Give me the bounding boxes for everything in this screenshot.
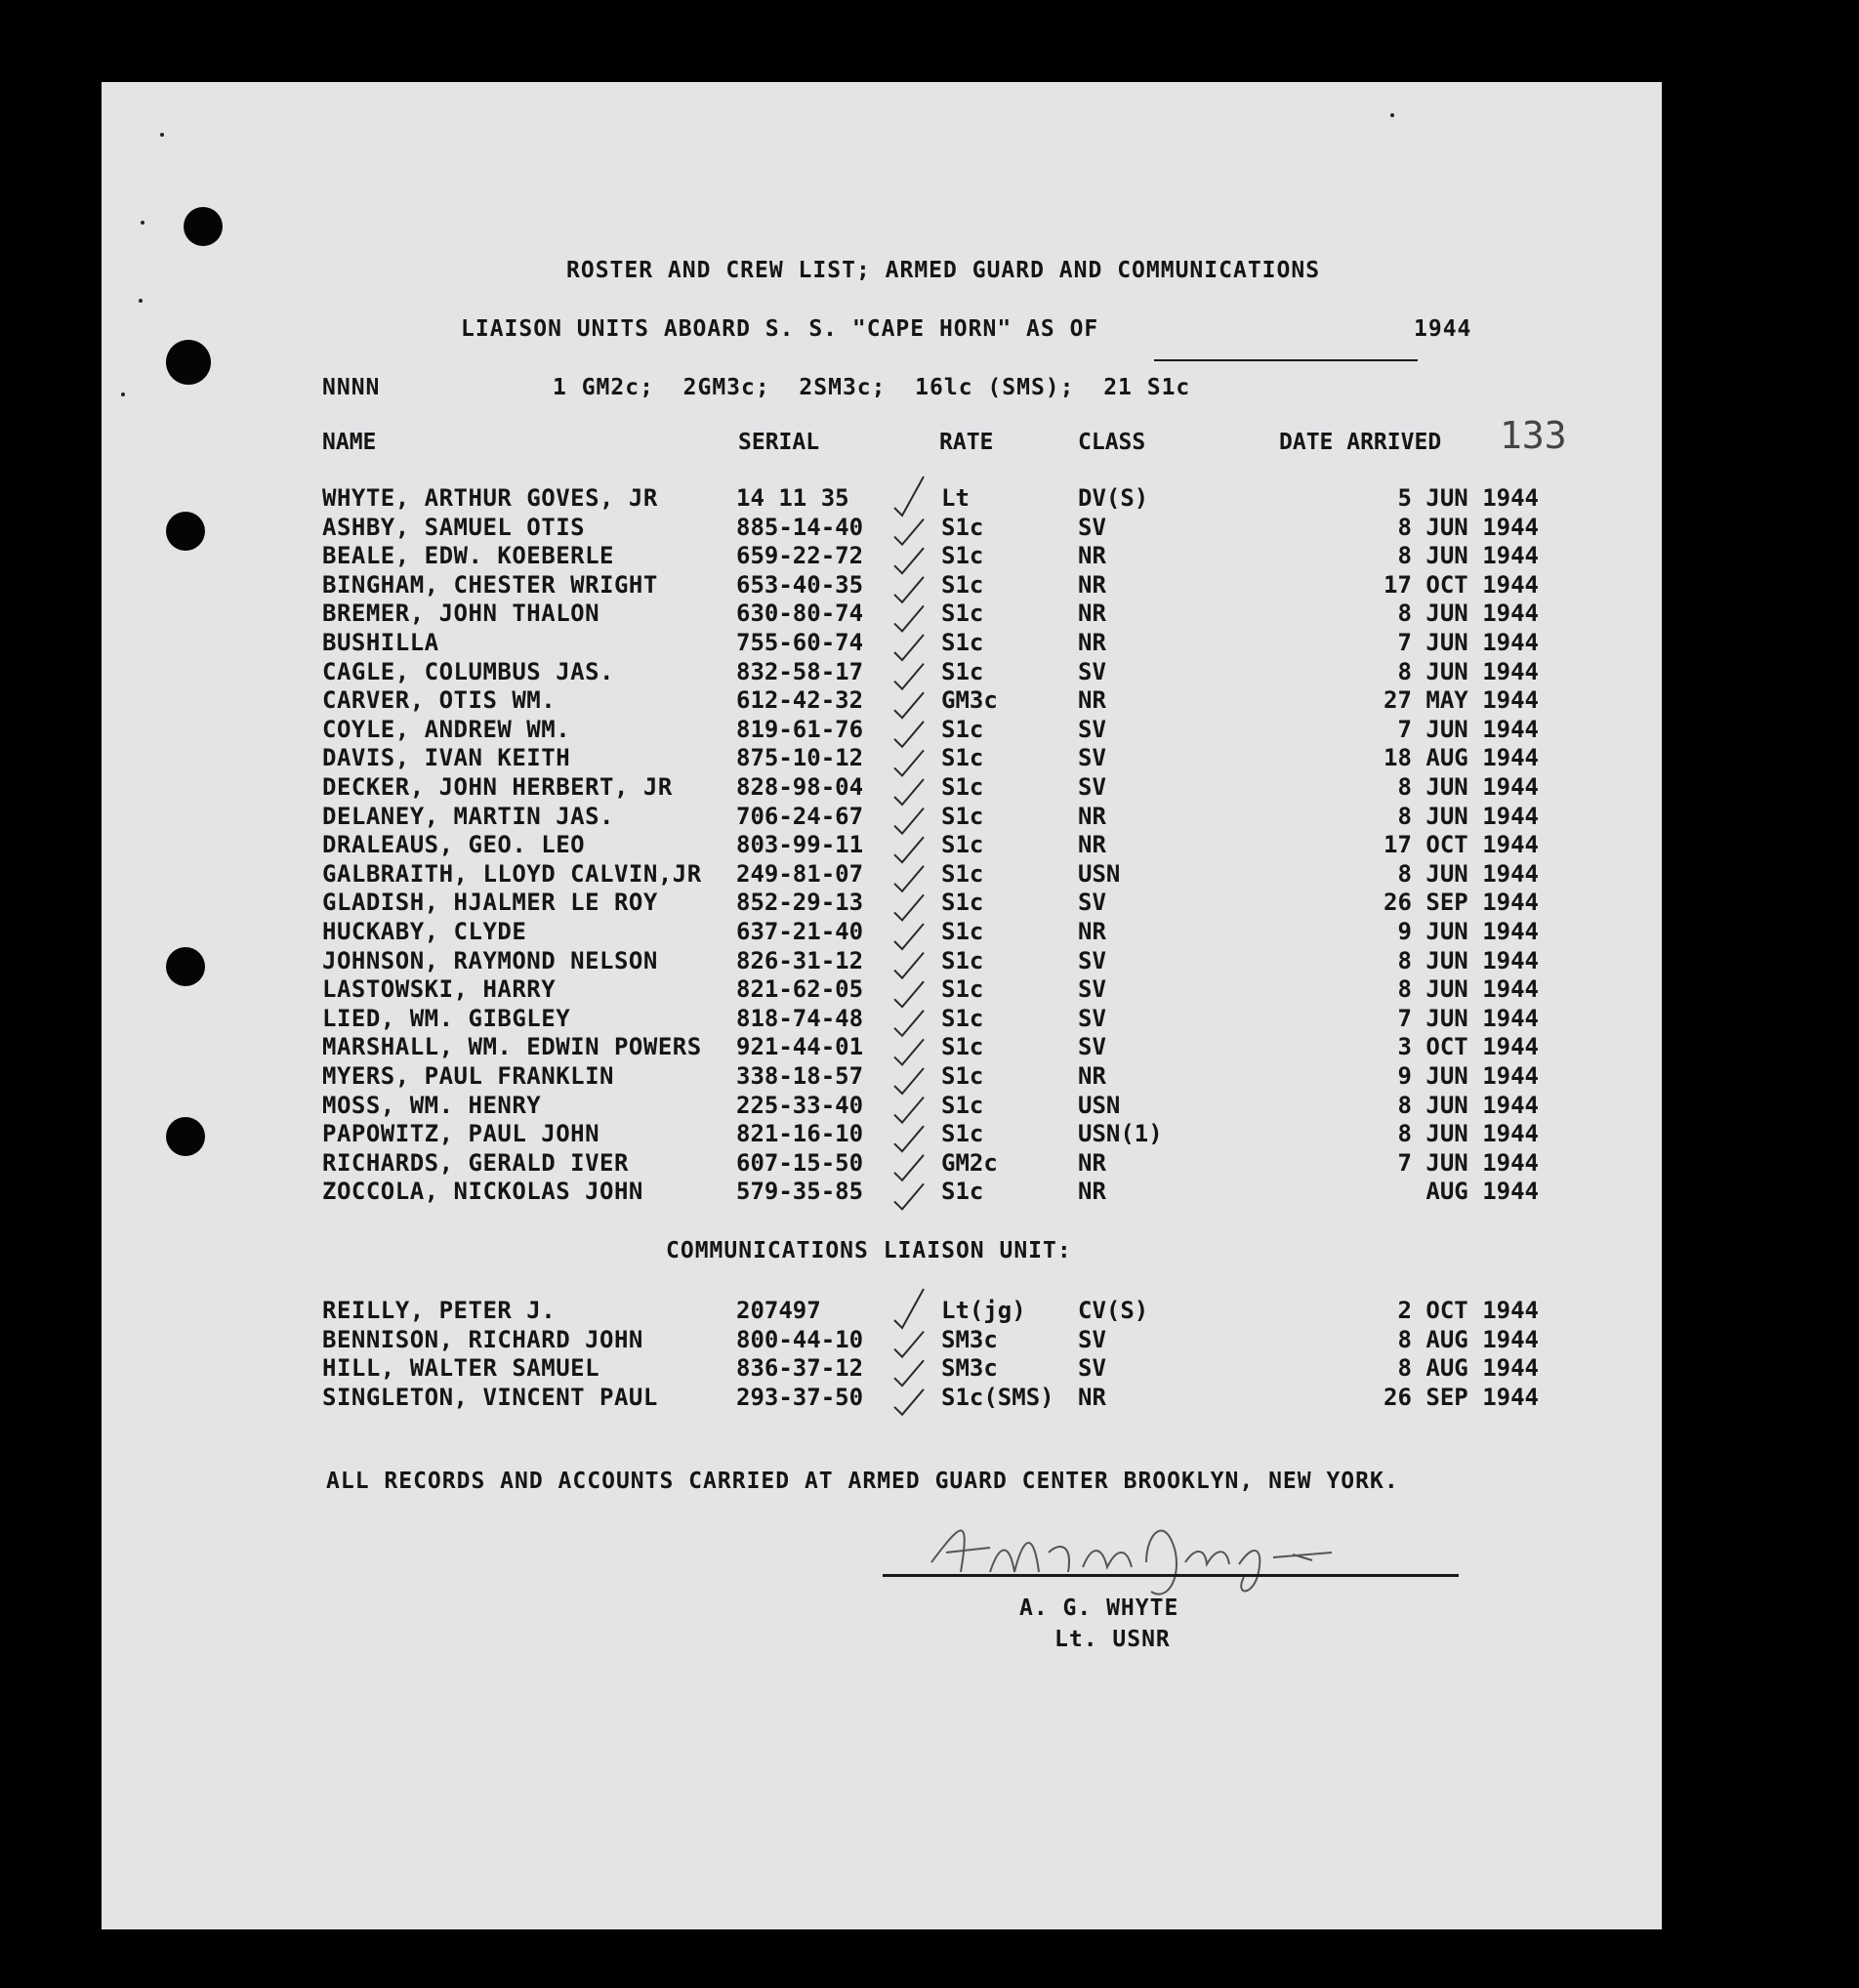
column-header-date: DATE ARRIVED <box>1279 430 1442 455</box>
check-mark <box>894 1155 924 1180</box>
cell-date: 8 JUN 1944 <box>1397 773 1539 801</box>
cell-serial: 921-44-01 <box>736 1033 864 1061</box>
cell-name: SINGLETON, VINCENT PAUL <box>322 1383 658 1411</box>
cell-rate: S1c <box>941 802 984 830</box>
cell-rate: S1c <box>941 570 984 599</box>
cell-class: SV <box>1078 1354 1106 1383</box>
check-mark <box>894 722 924 747</box>
subtitle-year: 1944 <box>1414 316 1472 342</box>
cell-date: 8 JUN 1944 <box>1397 542 1539 570</box>
cell-serial: 207497 <box>736 1297 821 1324</box>
cell-rate: Lt <box>941 484 970 512</box>
page-number: 133 <box>1500 414 1567 457</box>
cell-class: SV <box>1078 946 1106 974</box>
cell-serial: 612-42-32 <box>736 686 864 715</box>
cell-name: ZOCCOLA, NICKOLAS JOHN <box>322 1178 643 1206</box>
cell-rate: S1c <box>941 600 984 628</box>
cell-serial: 607-15-50 <box>736 1148 864 1177</box>
cell-name: DRALEAUS, GEO. LEO <box>322 831 586 859</box>
cell-name: DECKER, JOHN HERBERT, JR <box>322 773 673 801</box>
cell-serial: 800-44-10 <box>736 1325 864 1353</box>
cell-serial: 249-81-07 <box>736 859 864 888</box>
check-mark <box>894 981 924 1007</box>
cell-rate: S1c <box>941 773 984 801</box>
signer-name: A. G. WHYTE <box>1019 1595 1179 1621</box>
cell-name: MARSHALL, WM. EDWIN POWERS <box>322 1033 702 1061</box>
check-mark <box>894 1098 924 1123</box>
cell-name: BUSHILLA <box>322 629 439 656</box>
cell-class: SV <box>1078 975 1106 1004</box>
cell-class: NR <box>1078 629 1106 656</box>
cell-serial: 225-33-40 <box>736 1091 864 1119</box>
column-header-serial: SERIAL <box>738 430 820 455</box>
cell-date: 9 JUN 1944 <box>1397 1062 1539 1090</box>
cell-class: NR <box>1078 542 1106 570</box>
cell-date: 8 JUN 1944 <box>1397 975 1539 1004</box>
cell-class: DV(S) <box>1078 484 1149 512</box>
cell-class: SV <box>1078 513 1106 541</box>
cell-name: BREMER, JOHN THALON <box>322 600 600 628</box>
comms-heading: COMMUNICATIONS LIAISON UNIT: <box>666 1238 1072 1263</box>
check-mark <box>894 605 924 631</box>
cell-name: ASHBY, SAMUEL OTIS <box>322 513 586 541</box>
cell-class: SV <box>1078 1033 1106 1061</box>
cell-date: 18 AUG 1944 <box>1384 744 1539 772</box>
cell-serial: 875-10-12 <box>736 744 864 772</box>
cell-serial: 653-40-35 <box>736 570 864 599</box>
check-mark <box>894 577 924 602</box>
check-mark <box>894 1039 924 1064</box>
cell-date: 7 JUN 1944 <box>1397 1148 1539 1177</box>
complement-label: NNNN <box>322 375 381 400</box>
cell-name: COYLE, ANDREW WM. <box>322 715 571 743</box>
cell-class: USN <box>1078 1091 1121 1119</box>
cell-rate: S1c <box>941 1178 984 1206</box>
cell-date: 27 MAY 1944 <box>1384 686 1539 715</box>
check-mark <box>894 1332 924 1357</box>
check-mark <box>894 1068 924 1094</box>
cell-serial: 826-31-12 <box>736 946 864 974</box>
cell-name: MOSS, WM. HENRY <box>322 1091 542 1119</box>
cell-date: 8 AUG 1944 <box>1397 1354 1539 1383</box>
check-mark <box>894 1126 924 1151</box>
page-subtitle: LIAISON UNITS ABOARD S. S. "CAPE HORN" AS OF <box>461 316 1099 342</box>
check-mark <box>894 635 924 660</box>
cell-rate: S1c <box>941 1062 984 1090</box>
cell-serial: 14 11 35 <box>736 484 849 512</box>
cell-class: NR <box>1078 802 1106 830</box>
cell-rate: S1c(SMS) <box>941 1383 1054 1411</box>
cell-name: WHYTE, ARTHUR GOVES, JR <box>322 484 658 512</box>
cell-name: CARVER, OTIS WM. <box>322 686 557 715</box>
cell-date: AUG 1944 <box>1425 1178 1539 1206</box>
cell-name: DAVIS, IVAN KEITH <box>322 744 571 772</box>
cell-date: 26 SEP 1944 <box>1384 1383 1539 1411</box>
cell-date: 8 JUN 1944 <box>1397 859 1539 888</box>
check-mark <box>894 1289 924 1328</box>
check-mark <box>894 1183 924 1209</box>
cell-name: GALBRAITH, LLOYD CALVIN,JR <box>322 859 702 888</box>
check-mark <box>894 1011 924 1036</box>
cell-serial: 819-61-76 <box>736 715 864 743</box>
cell-class: SV <box>1078 1004 1106 1032</box>
complement-text: 1 GM2c; 2GM3c; 2SM3c; 16lc (SMS); 21 S1c <box>553 375 1191 400</box>
document-page <box>102 82 1662 1929</box>
cell-date: 8 JUN 1944 <box>1397 600 1539 628</box>
cell-rate: Lt(jg) <box>941 1297 1026 1324</box>
cell-class: SV <box>1078 657 1106 685</box>
check-mark <box>894 750 924 775</box>
page-title: ROSTER AND CREW LIST; ARMED GUARD AND COMMUNICATIONS <box>566 258 1321 283</box>
cell-name: GLADISH, HJALMER LE ROY <box>322 889 658 917</box>
cell-class: SV <box>1078 1325 1106 1353</box>
cell-serial: 852-29-13 <box>736 889 864 917</box>
cell-serial: 293-37-50 <box>736 1383 864 1411</box>
column-header-name: NAME <box>322 430 377 455</box>
cell-class: SV <box>1078 889 1106 917</box>
cell-class: NR <box>1078 831 1106 859</box>
cell-class: CV(S) <box>1078 1297 1149 1324</box>
cell-serial: 630-80-74 <box>736 600 864 628</box>
cell-name: REILLY, PETER J. <box>322 1297 557 1324</box>
cell-date: 2 OCT 1944 <box>1397 1297 1539 1324</box>
cell-class: NR <box>1078 600 1106 628</box>
cell-serial: 828-98-04 <box>736 773 864 801</box>
cell-class: NR <box>1078 1062 1106 1090</box>
column-header-rate: RATE <box>939 430 994 455</box>
cell-date: 17 OCT 1944 <box>1384 570 1539 599</box>
cell-rate: S1c <box>941 1004 984 1032</box>
cell-serial: 885-14-40 <box>736 513 864 541</box>
cell-class: NR <box>1078 918 1106 945</box>
cell-date: 17 OCT 1944 <box>1384 831 1539 859</box>
cell-class: USN <box>1078 859 1121 888</box>
cell-name: LIED, WM. GIBGLEY <box>322 1004 571 1032</box>
check-mark <box>894 519 924 545</box>
cell-rate: S1c <box>941 918 984 945</box>
cell-date: 8 AUG 1944 <box>1397 1325 1539 1353</box>
cell-serial: 659-22-72 <box>736 542 864 570</box>
cell-date: 8 JUN 1944 <box>1397 946 1539 974</box>
cell-rate: S1c <box>941 657 984 685</box>
cell-rate: GM3c <box>941 686 998 715</box>
cell-date: 26 SEP 1944 <box>1384 889 1539 917</box>
check-mark <box>894 476 924 516</box>
cell-serial: 818-74-48 <box>736 1004 864 1032</box>
cell-name: JOHNSON, RAYMOND NELSON <box>322 946 658 974</box>
signer-rank: Lt. USNR <box>1054 1627 1171 1652</box>
cell-name: BEALE, EDW. KOEBERLE <box>322 542 614 570</box>
check-marks <box>102 82 1662 1929</box>
cell-rate: S1c <box>941 1120 984 1148</box>
cell-date: 5 JUN 1944 <box>1397 484 1539 512</box>
cell-serial: 821-16-10 <box>736 1120 864 1148</box>
column-header-class: CLASS <box>1078 430 1146 455</box>
check-mark <box>894 924 924 949</box>
check-mark <box>894 837 924 862</box>
cell-rate: S1c <box>941 889 984 917</box>
cell-class: NR <box>1078 1383 1106 1411</box>
cell-rate: S1c <box>941 1091 984 1119</box>
check-mark <box>894 1389 924 1415</box>
cell-class: NR <box>1078 1148 1106 1177</box>
cell-name: BINGHAM, CHESTER WRIGHT <box>322 570 658 599</box>
cell-name: BENNISON, RICHARD JOHN <box>322 1325 643 1353</box>
cell-name: HUCKABY, CLYDE <box>322 918 527 945</box>
cell-serial: 803-99-11 <box>736 831 864 859</box>
cell-rate: S1c <box>941 513 984 541</box>
cell-class: SV <box>1078 773 1106 801</box>
check-mark <box>894 1360 924 1386</box>
cell-class: USN(1) <box>1078 1120 1163 1148</box>
cell-name: CAGLE, COLUMBUS JAS. <box>322 657 614 685</box>
cell-class: SV <box>1078 744 1106 772</box>
cell-date: 7 JUN 1944 <box>1397 1004 1539 1032</box>
cell-serial: 637-21-40 <box>736 918 864 945</box>
check-mark <box>894 894 924 920</box>
cell-name: RICHARDS, GERALD IVER <box>322 1148 629 1177</box>
cell-rate: S1c <box>941 859 984 888</box>
cell-class: NR <box>1078 686 1106 715</box>
cell-name: PAPOWITZ, PAUL JOHN <box>322 1120 600 1148</box>
records-note: ALL RECORDS AND ACCOUNTS CARRIED AT ARMED GUARD CENTER BROOKLYN, NEW YORK. <box>326 1469 1399 1494</box>
cell-rate: GM2c <box>941 1148 998 1177</box>
cell-date: 8 JUN 1944 <box>1397 513 1539 541</box>
cell-date: 8 JUN 1944 <box>1397 1091 1539 1119</box>
cell-rate: SM3c <box>941 1325 998 1353</box>
cell-class: NR <box>1078 570 1106 599</box>
check-mark <box>894 953 924 978</box>
check-mark <box>894 548 924 573</box>
cell-rate: SM3c <box>941 1354 998 1383</box>
cell-rate: S1c <box>941 946 984 974</box>
cell-rate: S1c <box>941 744 984 772</box>
cell-class: NR <box>1078 1178 1106 1206</box>
cell-serial: 338-18-57 <box>736 1062 864 1090</box>
cell-date: 7 JUN 1944 <box>1397 629 1539 656</box>
cell-rate: S1c <box>941 831 984 859</box>
cell-rate: S1c <box>941 542 984 570</box>
cell-date: 3 OCT 1944 <box>1397 1033 1539 1061</box>
cell-name: HILL, WALTER SAMUEL <box>322 1354 600 1383</box>
cell-serial: 755-60-74 <box>736 629 864 656</box>
cell-rate: S1c <box>941 715 984 743</box>
cell-rate: S1c <box>941 629 984 656</box>
cell-serial: 706-24-67 <box>736 802 864 830</box>
cell-rate: S1c <box>941 975 984 1004</box>
cell-serial: 579-35-85 <box>736 1178 864 1206</box>
cell-serial: 832-58-17 <box>736 657 864 685</box>
cell-name: LASTOWSKI, HARRY <box>322 975 557 1004</box>
cell-serial: 836-37-12 <box>736 1354 864 1383</box>
check-mark <box>894 779 924 805</box>
cell-date: 9 JUN 1944 <box>1397 918 1539 945</box>
check-mark <box>894 692 924 718</box>
cell-date: 8 JUN 1944 <box>1397 1120 1539 1148</box>
cell-rate: S1c <box>941 1033 984 1061</box>
cell-class: SV <box>1078 715 1106 743</box>
check-mark <box>894 808 924 834</box>
cell-serial: 821-62-05 <box>736 975 864 1004</box>
check-mark <box>894 664 924 689</box>
cell-date: 8 JUN 1944 <box>1397 802 1539 830</box>
check-mark <box>894 866 924 891</box>
cell-name: DELANEY, MARTIN JAS. <box>322 802 614 830</box>
cell-date: 7 JUN 1944 <box>1397 715 1539 743</box>
cell-date: 8 JUN 1944 <box>1397 657 1539 685</box>
cell-name: MYERS, PAUL FRANKLIN <box>322 1062 614 1090</box>
